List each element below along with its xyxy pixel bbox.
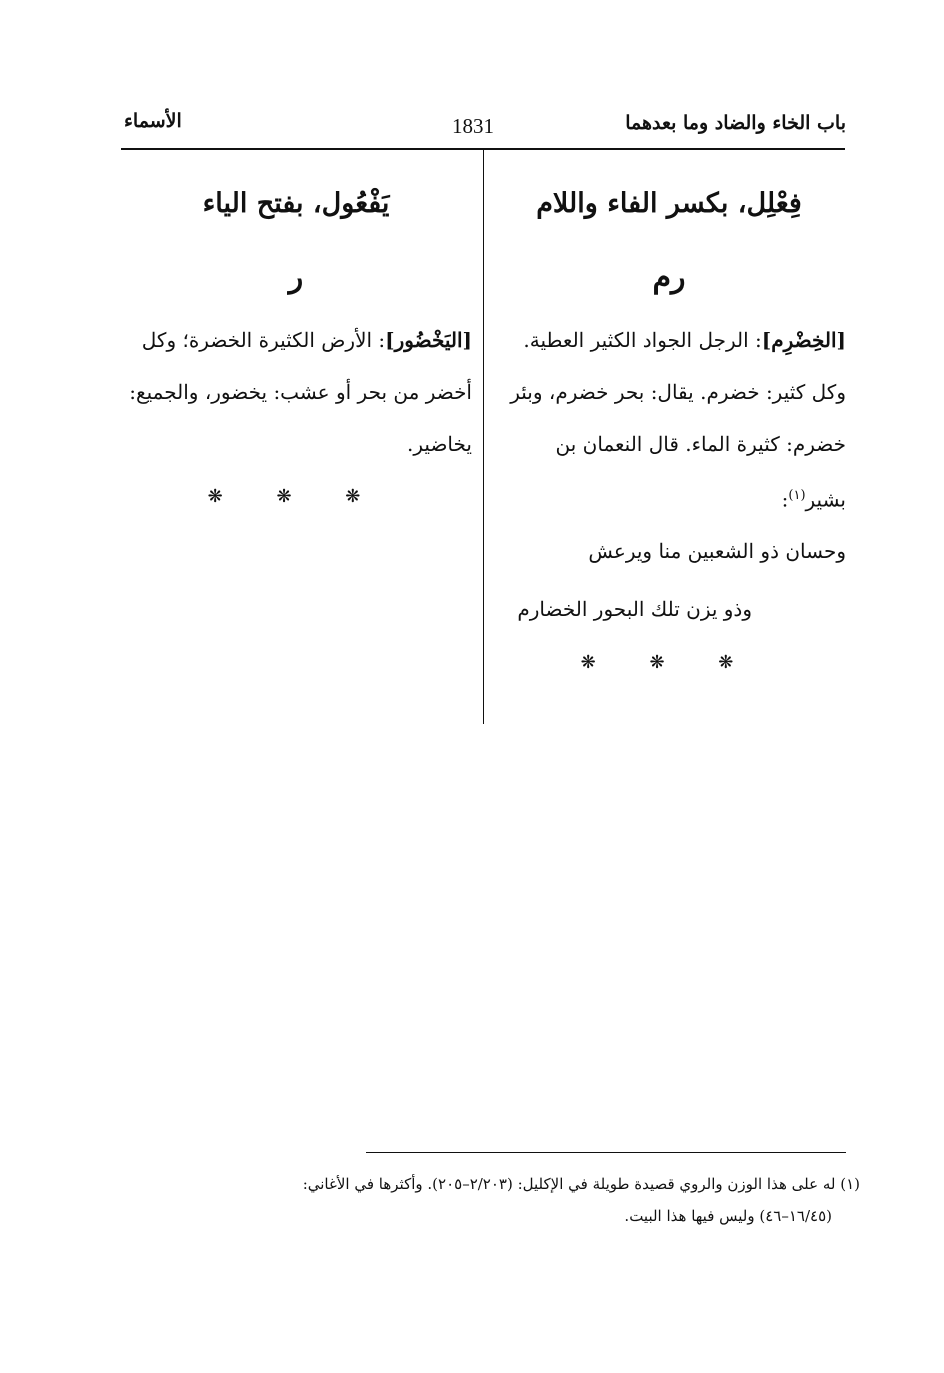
section-separator: ❋ ❋ ❋ bbox=[580, 651, 758, 673]
right-column-heading: فِعْلِل، بكسر الفاء واللام bbox=[536, 188, 802, 219]
entry-term: [اليَخْضُور] bbox=[385, 328, 472, 352]
left-column-heading: يَفْعُول، بفتح الياء bbox=[202, 188, 390, 219]
left-column-root: ر bbox=[288, 260, 304, 295]
left-column bbox=[120, 188, 472, 507]
footnote-reference: (١) bbox=[788, 488, 806, 503]
footnote-divider bbox=[366, 1152, 846, 1153]
footnote-line-2: (١٦/٤٥–٤٦) وليس فيها هذا البيت. bbox=[624, 1207, 832, 1225]
column-divider bbox=[483, 149, 484, 724]
entry-term: [الخِضْرِم] bbox=[761, 328, 846, 352]
verse-line-2: وذو يزن تلك البحور الخضارم bbox=[517, 596, 752, 621]
verse-line-1: وحسان ذو الشعبين منا ويرعش bbox=[588, 538, 846, 563]
section-separator: ❋ ❋ ❋ bbox=[207, 486, 385, 507]
right-column-entry bbox=[492, 314, 846, 526]
page-number: 1831 bbox=[452, 114, 494, 138]
chapter-title: باب الخاء والضاد وما بعدهما bbox=[625, 112, 846, 134]
section-title: الأسماء bbox=[124, 110, 182, 132]
footnote-line-1: (١) له على هذا الوزن والروي قصيدة طويلة في الإكليل: (٢/٢٠٣–٢٠٥). وأكثرها في الأغاني: bbox=[302, 1175, 860, 1193]
footnotes bbox=[120, 1168, 860, 1232]
entry-definition: : الأرض الكثيرة الخضرة؛ وكل أخضر من بحر أو عشب: يخضور، والجميع: يخاضير. bbox=[129, 328, 472, 456]
entry-definition: : الرجل الجواد الكثير العطية. وكل كثير: خضرم. يقال: بحر خضرم، وبئر خضرم: كثيرة الماء. قال النعمان بن بشير bbox=[510, 328, 846, 512]
right-column bbox=[492, 188, 846, 673]
right-column-root: رم bbox=[652, 260, 686, 295]
entry-colon: : bbox=[781, 487, 789, 512]
left-column-entry bbox=[120, 314, 472, 470]
